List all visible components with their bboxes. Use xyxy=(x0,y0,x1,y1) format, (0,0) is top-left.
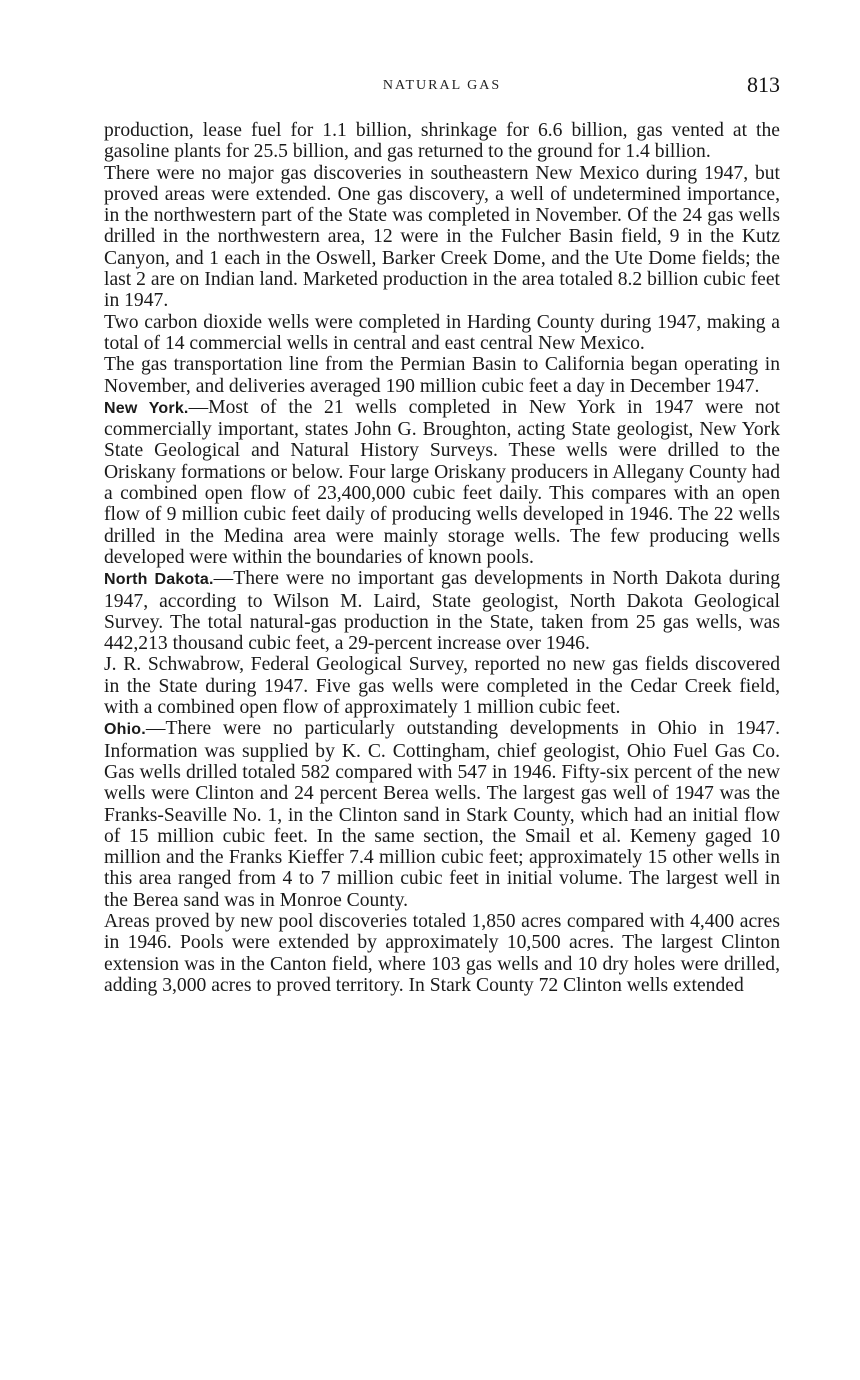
paragraph-text: J. R. Schwabrow, Federal Geological Survey, reported no new gas fields discovered in the State during 1947. Five gas wells were completed in the Cedar Creek field, with a combined open flow of approximately 1 million cubic feet. xyxy=(104,654,780,719)
paragraph-text: —There were no particularly outstanding developments in Ohio in 1947. Information was supplied by K. C. Cottingham, chief geologist, Ohio Fuel Gas Co. Gas wells drilled totaled 582 compared with 547 in 1946. Fifty-six percent of the new wells were Clinton and 24 percent Berea wells. The largest gas well of 1947 was the Franks-Seaville No. 1, in the Clinton sand in Stark County, which had an initial flow of 15 million cubic feet. In the same section, the Smail et al. Kemeny gaged 10 million and the Franks Kieffer 7.4 million cubic feet; approximately 15 other wells in this area ranged from 4 to 7 million cubic feet in initial volume. The largest well in the Berea sand was in Monroe County. xyxy=(104,718,780,911)
paragraph xyxy=(104,718,780,911)
paragraph xyxy=(104,354,780,397)
section-heading-north-dakota: North Dakota. xyxy=(104,571,214,589)
body-text xyxy=(104,120,780,996)
page-number: 813 xyxy=(747,72,780,97)
paragraph-text: —Most of the 21 wells completed in New York in 1947 were not commercially important, states John G. Broughton, acting State geologist, New York State Geological and Natural History Surveys. These wells were drilled to the Oriskany formations or below. Four large Oriskany producers in Allegany County had a combined open flow of 23,400,000 cubic feet daily. This compares with an open flow of 9 million cubic feet daily of producing wells developed in 1946. The 22 wells drilled in the Medina area were mainly storage wells. The few producing wells developed were within the boundaries of known pools. xyxy=(104,396,780,568)
paragraph-text: The gas transportation line from the Permian Basin to California began operating in November, and deliveries averaged 190 million cubic feet a day in December 1947. xyxy=(104,354,780,397)
paragraph-text: There were no major gas discoveries in southeastern New Mexico during 1947, but proved areas were extended. One gas discovery, a well of undetermined importance, in the northwestern part of the State was completed in November. Of the 24 gas wells drilled in the northwestern area, 12 were in the Fulcher Basin field, 9 in the Kutz Canyon, and 1 each in the Oswell, Barker Creek Dome, and the Ute Dome fields; the last 2 are on Indian land. Marketed production in the area totaled 8.2 billion cubic feet in 1947. xyxy=(104,162,780,312)
paragraph xyxy=(104,654,780,718)
paragraph-text: —There were no important gas developments in North Dakota during 1947, according to Wilson M. Laird, State geologist, North Dakota Geological Survey. The total natural-gas production in the State, taken from 25 gas wells, was 442,213 thousand cubic feet, a 29-percent increase over 1946. xyxy=(104,568,780,655)
paragraph-text: production, lease fuel for 1.1 billion, shrinkage for 6.6 billion, gas vented at the gasoline plants for 25.5 billion, and gas returned to the ground for 1.4 billion. xyxy=(104,120,780,163)
paragraph xyxy=(104,163,780,312)
page xyxy=(104,72,780,996)
paragraph xyxy=(104,397,780,568)
section-heading-new-york: New York. xyxy=(104,399,189,417)
running-head: NATURAL GAS xyxy=(382,78,502,93)
section-heading-ohio: Ohio. xyxy=(104,721,146,739)
paragraph xyxy=(104,568,780,654)
paragraph-text: Areas proved by new pool discoveries totaled 1,850 acres compared with 4,400 acres in 1946. Pools were extended by approximately 10,500 acres. The largest Clinton extension was in the Canton field, where 103 gas wells and 10 dry holes were drilled, adding 3,000 acres to proved territory. In Stark County 72 Clinton wells extended xyxy=(104,910,780,996)
paragraph-text: Two carbon dioxide wells were completed in Harding County during 1947, making a total of 14 commercial wells in central and east central New Mexico. xyxy=(104,311,780,354)
page-header xyxy=(104,72,780,104)
paragraph xyxy=(104,312,780,355)
paragraph xyxy=(104,120,780,163)
paragraph xyxy=(104,911,780,996)
